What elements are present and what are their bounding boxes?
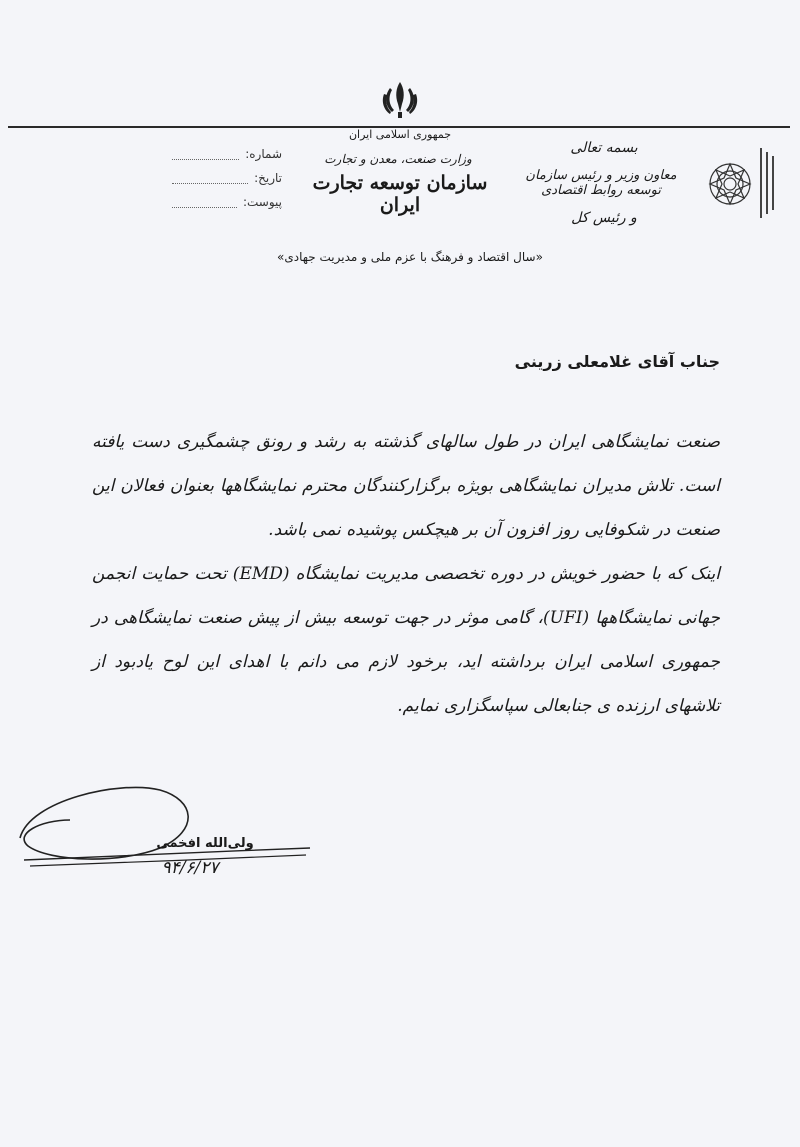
signer-name: ولی‌الله افخمی [156,836,254,851]
recipient-salutation: جناب آقای غلامعلی زرینی [514,352,720,371]
country-name: جمهوری اسلامی ایران [348,128,452,141]
reference-date-line [172,173,248,184]
organization-name: سازمان توسعه تجارت ایران [312,172,488,216]
reference-attachment-label: پیوست: [242,195,282,209]
ministry-name: وزارت صنعت، معدن و تجارت [324,152,472,166]
reference-date-row [172,166,282,190]
deputy-title: معاون وزیر و رئیس سازمان توسعه روابط اقتصادی [525,168,677,198]
reference-number-line [172,149,239,160]
reference-date-label: تاریخ: [254,171,282,185]
signature-date: ۹۴/۶/۲۷ [161,858,219,878]
reference-number-row [172,142,282,166]
bismillah: بسمه تعالی [570,140,638,156]
reference-attachment-line [172,197,237,208]
director-title: و رئیس کل [571,210,637,226]
letter-body [92,420,720,728]
year-slogan: «سال اقتصاد و فرهنگ با عزم ملی و مدیریت جهادی» [277,250,543,264]
reference-block [172,142,282,214]
iran-emblem-icon [378,78,422,122]
handwritten-signature [10,760,330,900]
letter-paragraph-1: صنعت نمایشگاهی ایران در طول سالهای گذشته به رشد و رونق چشمگیری دست یافته است. تلاش مدیران نمایشگاهی بویژه برگزارکنندگان محترم نمایشگاهها بعنوان فعالان این صنعت در شکوفایی روز افزون آن بر هیچکس پوشیده نمی باشد. [92,432,721,540]
reference-attachment-row [172,190,282,214]
letter-paragraph-2: اینک که با حضور خویش در دوره تخصصی مدیریت نمایشگاه (EMD) تحت حمایت انجمن جهانی نمایشگاهها (UFI)، گامی موثر در جهت توسعه بیش از پیش صنعت نمایشگاهی در جمهوری اسلامی ایران برداشته اید، برخود لازم می دانم با اهدای این لوح یادبود از تلاشهای ارزنده ی جنابعالی سپاسگزاری نمایم. [92,564,720,716]
reference-number-label: شماره: [245,147,282,161]
tpo-logo-icon [690,138,790,228]
